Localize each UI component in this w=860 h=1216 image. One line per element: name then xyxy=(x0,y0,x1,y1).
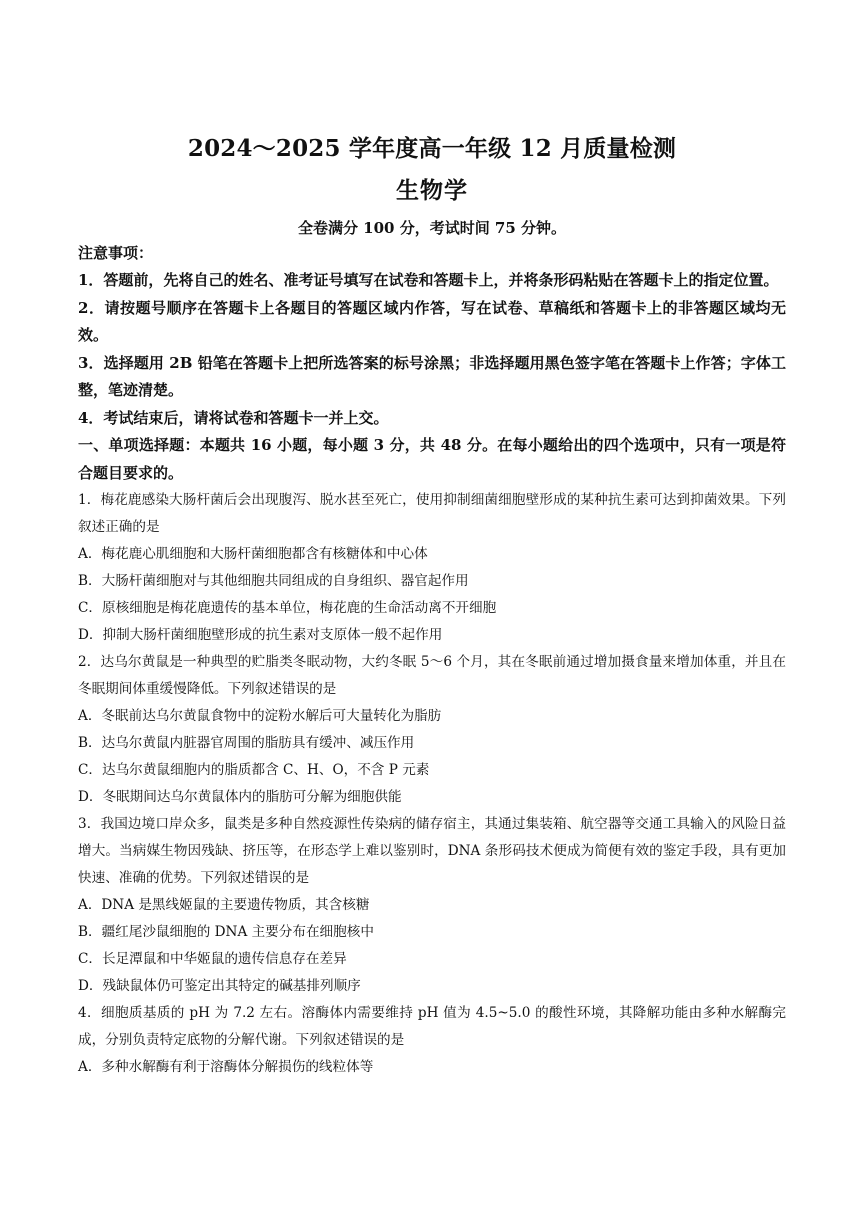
option-d: D．冬眠期间达乌尔黄鼠体内的脂肪可分解为细胞供能 xyxy=(78,789,402,805)
option-a: A．梅花鹿心肌细胞和大肠杆菌细胞都含有核糖体和中心体 xyxy=(78,546,428,562)
exam-meta: 全卷满分 100 分，考试时间 75 分钟。 xyxy=(297,219,567,237)
notice-heading: 注意事项： xyxy=(78,244,154,262)
question-stem: 4．细胞质基质的 pH 为 7.2 左右。溶酶体内需要维持 pH 值为 4.5~5.0 的酸性环境，其降解功能由多种水解酶完成，分别负责特定底物的分解代谢。下列叙述错误的是 xyxy=(78,1005,786,1048)
notice-item: 4．考试结束后，请将试卷和答题卡一并上交。 xyxy=(78,408,389,427)
option-c: C．达乌尔黄鼠细胞内的脂质都含 C、H、O，不含 P 元素 xyxy=(78,762,430,778)
question-stem: 3．我国边境口岸众多，鼠类是多种自然疫源性传染病的储存宿主，其通过集装箱、航空器等交通工具输入的风险日益增大。当病媒生物因残缺、挤压等，在形态学上难以鉴别时，DNA 条形码技术便成为简便有效的鉴定手段，具有更加快速、准确的优势。下列叙述错误的是 xyxy=(78,816,786,886)
option-a: A．多种水解酶有利于溶酶体分解损伤的线粒体等 xyxy=(78,1059,374,1075)
option-d: D．抑制大肠杆菌细胞壁形成的抗生素对支原体一般不起作用 xyxy=(78,627,443,643)
section-heading: 一、单项选择题：本题共 16 小题，每小题 3 分，共 48 分。在每小题给出的四个选项中，只有一项是符合题目要求的。 xyxy=(78,436,786,482)
question-4 xyxy=(78,1000,786,1081)
subject-title: 生物学 xyxy=(396,177,468,204)
option-a: A．冬眠前达乌尔黄鼠食物中的淀粉水解后可大量转化为脂肪 xyxy=(78,708,442,724)
option-d: D．残缺鼠体仍可鉴定出其特定的碱基排列顺序 xyxy=(78,978,361,994)
question-3 xyxy=(78,811,786,1000)
exam-page xyxy=(78,132,786,1081)
notice-item: 3．选择题用 2B 铅笔在答题卡上把所选答案的标号涂黑；非选择题用黑色签字笔在答题卡上作答；字体工整，笔迹清楚。 xyxy=(78,353,786,399)
question-1 xyxy=(78,487,786,649)
question-2 xyxy=(78,649,786,811)
notice-item: 1．答题前，先将自己的姓名、准考证号填写在试卷和答题卡上，并将条形码粘贴在答题卡上的指定位置。 xyxy=(78,271,779,289)
option-c: C．原核细胞是梅花鹿遗传的基本单位，梅花鹿的生命活动离不开细胞 xyxy=(78,600,497,616)
notice-item: 2．请按题号顺序在答题卡上各题目的答题区域内作答，写在试卷、草稿纸和答题卡上的非答题区域均无效。 xyxy=(78,298,786,344)
option-c: C．长足潭鼠和中华姬鼠的遗传信息存在差异 xyxy=(78,951,347,967)
option-b: B．疆红尾沙鼠细胞的 DNA 主要分布在细胞核中 xyxy=(78,924,374,940)
option-a: A．DNA 是黑线姬鼠的主要遗传物质，其含核糖 xyxy=(78,897,370,913)
exam-title: 2024～2025 学年度高一年级 12 月质量检测 xyxy=(187,135,677,162)
option-b: B．大肠杆菌细胞对与其他细胞共同组成的自身组织、器官起作用 xyxy=(78,573,469,589)
question-stem: 2．达乌尔黄鼠是一种典型的贮脂类冬眠动物，大约冬眠 5～6 个月，其在冬眠前通过增加摄食量来增加体重，并且在冬眠期间体重缓慢降低。下列叙述错误的是 xyxy=(78,654,786,697)
question-stem: 1．梅花鹿感染大肠杆菌后会出现腹泻、脱水甚至死亡，使用抑制细菌细胞壁形成的某种抗生素可达到抑菌效果。下列叙述正确的是 xyxy=(78,492,786,535)
option-b: B．达乌尔黄鼠内脏器官周围的脂肪具有缓冲、减压作用 xyxy=(78,735,415,751)
notice-block xyxy=(78,240,786,432)
